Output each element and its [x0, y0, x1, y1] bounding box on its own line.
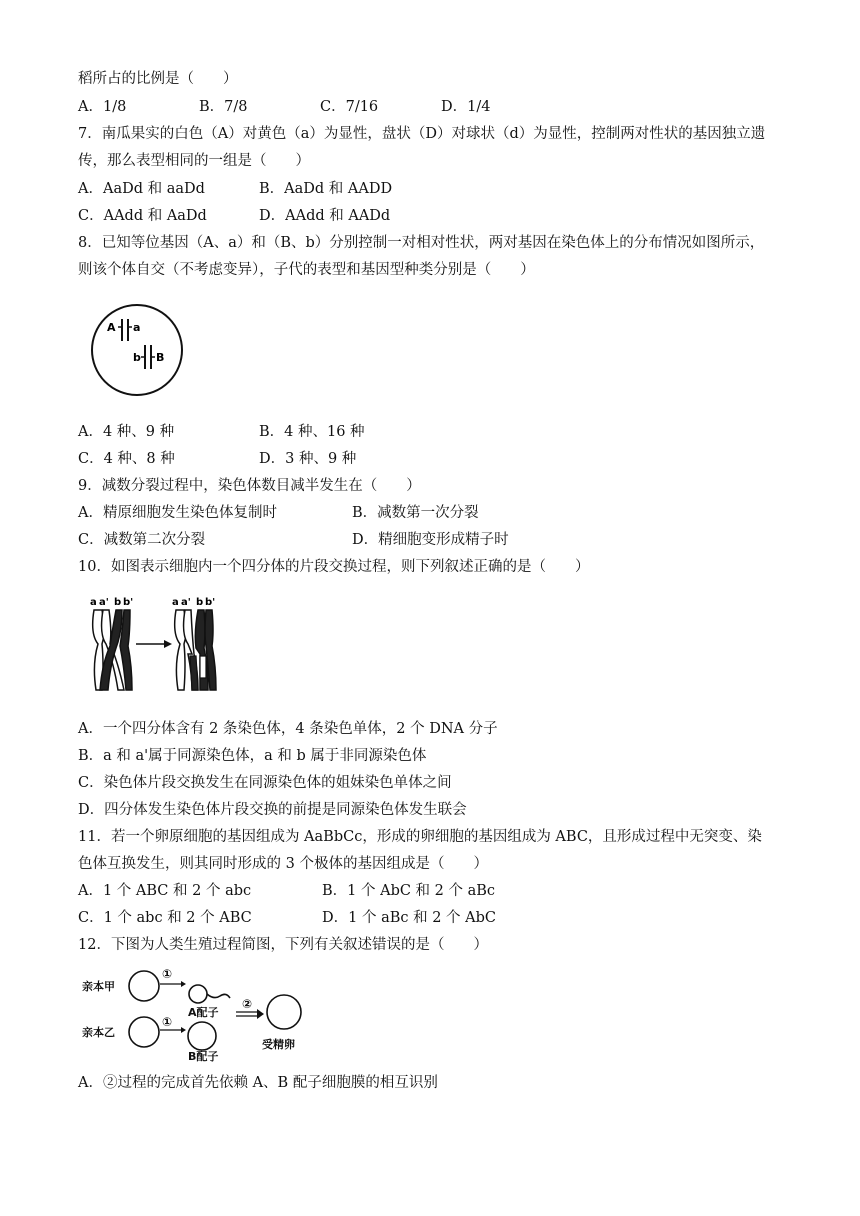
q8-fig-label-a: a — [133, 321, 141, 334]
q11-option-a: A．1 个 ABC 和 2 个 abc — [78, 883, 252, 899]
q7-option-a: A．AaDd 和 aaDd — [78, 181, 205, 197]
q10-fig-label-a-prime-right: a' — [181, 597, 191, 608]
q12-step1-top: ① — [162, 967, 173, 981]
q7-option-c: C．AAdd 和 AaDd — [78, 208, 207, 224]
q10-fig-label-a-right: a — [172, 597, 179, 608]
q8-fig-label-b: b — [133, 351, 141, 364]
q12-stem: 12．下图为人类生殖过程简图，下列有关叙述错误的是（ ） — [78, 937, 488, 953]
q10-fig-label-b-prime-right: b' — [205, 597, 216, 608]
q11-stem-line2: 色体互换发生，则其同时形成的 3 个极体的基因组成是（ ） — [78, 856, 488, 872]
q12-step1-bottom: ① — [162, 1015, 173, 1029]
q7-stem-line1: 7．南瓜果实的白色（A）对黄色（a）为显性，盘状（D）对球状（d）为显性，控制两对性状的基因独立遗 — [78, 126, 766, 142]
q10-fig-label-a-left: a — [90, 597, 97, 608]
q9-option-c: C．减数第二次分裂 — [78, 532, 206, 548]
q12-parent-b-label: 亲本乙 — [82, 1026, 115, 1039]
q9-option-a: A．精原细胞发生染色体复制时 — [78, 505, 277, 521]
q8-option-c: C．4 种、8 种 — [78, 451, 175, 467]
q10-fig-label-b-right: b — [196, 597, 204, 608]
q8-option-a: A．4 种、9 种 — [78, 424, 175, 440]
q9-stem: 9．减数分裂过程中，染色体数目减半发生在（ ） — [78, 478, 421, 494]
q10-fig-label-b-prime-left: b' — [123, 597, 134, 608]
q10-crossover-figure — [88, 594, 236, 698]
q6-option-a: A．1/8 — [78, 99, 127, 115]
q8-fig-label-A: A — [107, 321, 116, 334]
q7-option-d: D．AAdd 和 AADd — [259, 208, 391, 224]
q11-option-c: C．1 个 abc 和 2 个 ABC — [78, 910, 252, 926]
q8-chromosome-figure — [90, 303, 186, 399]
q10-option-a: A．一个四分体含有 2 条染色体，4 条染色单体，2 个 DNA 分子 — [78, 721, 498, 737]
q10-option-b: B．a 和 a'属于同源染色体，a 和 b 属于非同源染色体 — [78, 748, 427, 764]
q6-option-b: B．7/8 — [199, 99, 248, 115]
q10-option-d: D．四分体发生染色体片段交换的前提是同源染色体发生联会 — [78, 802, 467, 818]
q10-option-c: C．染色体片段交换发生在同源染色体的姐妹染色单体之间 — [78, 775, 452, 791]
q6-option-c: C．7/16 — [320, 99, 379, 115]
q11-stem-line1: 11．若一个卵原细胞的基因组成为 AaBbCc，形成的卵细胞的基因组成为 ABC，且形成过程中无突变、染 — [78, 829, 762, 845]
q12-parent-a-label: 亲本甲 — [82, 980, 115, 993]
q6-option-d: D．1/4 — [441, 99, 491, 115]
q12-zygote-label: 受精卵 — [262, 1038, 295, 1051]
q8-stem-line2: 则该个体自交（不考虑变异），子代的表型和基因型种类分别是（ ） — [78, 262, 535, 278]
q9-option-d: D．精细胞变形成精子时 — [352, 532, 509, 548]
q12-reproduction-figure — [78, 964, 318, 1064]
q8-option-b: B．4 种、16 种 — [259, 424, 365, 440]
q8-option-d: D．3 种、9 种 — [259, 451, 357, 467]
q7-option-b: B．AaDd 和 AADD — [259, 181, 393, 197]
q11-option-b: B．1 个 AbC 和 2 个 aBc — [322, 883, 496, 899]
q7-stem-line2: 传，那么表型相同的一组是（ ） — [78, 153, 310, 169]
q8-fig-label-B: B — [156, 351, 165, 364]
q11-option-d: D．1 个 aBc 和 2 个 AbC — [322, 910, 496, 926]
q12-step2: ② — [242, 997, 253, 1011]
q6-stem: 稻所占的比例是（ ） — [78, 71, 238, 87]
q12-gamete-a-label: A配子 — [188, 1006, 219, 1019]
q12-gamete-b-label: B配子 — [188, 1050, 219, 1063]
q9-option-b: B．减数第一次分裂 — [352, 505, 479, 521]
q10-stem: 10．如图表示细胞内一个四分体的片段交换过程，则下列叙述正确的是（ ） — [78, 559, 590, 575]
q10-fig-label-a-prime-left: a' — [99, 597, 109, 608]
q10-fig-label-b-left: b — [114, 597, 122, 608]
q8-stem-line1: 8．已知等位基因（A、a）和（B、b）分别控制一对相对性状，两对基因在染色体上的分布情况如图所示， — [78, 235, 765, 251]
q12-option-a: A．②过程的完成首先依赖 A、B 配子细胞膜的相互识别 — [78, 1075, 438, 1091]
